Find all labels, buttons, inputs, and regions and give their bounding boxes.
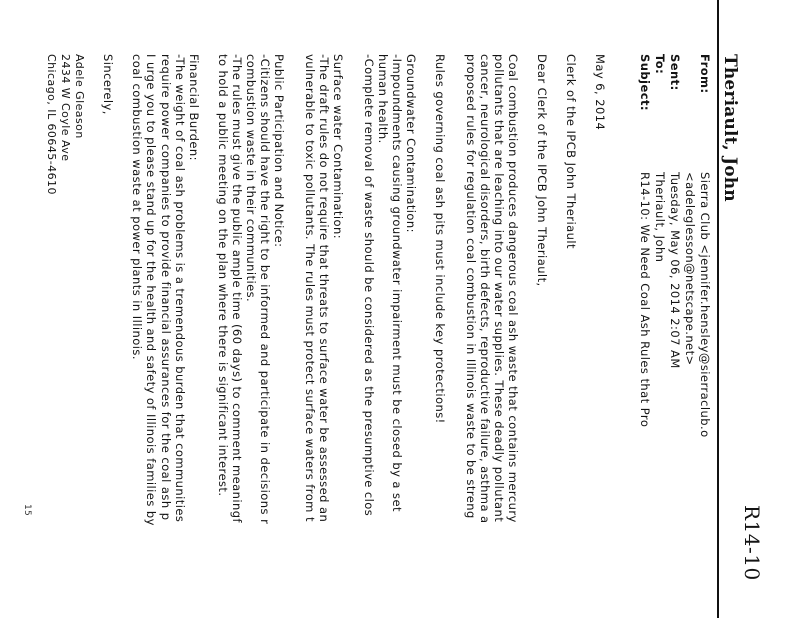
- intro-line: pollutants that are leaching into our water supplies. These deadly pollutant: [492, 54, 506, 523]
- subject-label: Subject:: [638, 54, 652, 111]
- document-number: R14-10: [740, 505, 764, 581]
- to-value: Theriault, John: [653, 172, 667, 263]
- from-value-email: <adeleglesson@netscape.net>: [683, 172, 697, 366]
- section-line: require power companies to provide financial assurances for the coal ash p: [159, 54, 173, 521]
- page-number: 15: [22, 504, 32, 517]
- groundwater-section: [362, 54, 418, 516]
- intro-line: proposed rules for regulation coal combustion in Illinois waste to be streng: [464, 54, 478, 519]
- section-heading: Groundwater Contamination:: [404, 54, 418, 233]
- subject-value: R14-10: We Need Coal Ash Rules that Pro: [638, 172, 652, 428]
- section-line: -The rules must give the public ample time (60 days) to comment meaningf: [230, 54, 244, 524]
- to-label: To:: [653, 54, 667, 75]
- section-line: -Citizens should have the right to be informed and participate in decisions r: [258, 54, 272, 525]
- from-label: From:: [698, 54, 712, 94]
- section-line: combustion waste in their communities.: [244, 54, 258, 303]
- section-line: -The draft rules do not require that threats to surface water be assessed an: [317, 54, 331, 523]
- participation-section: [216, 54, 286, 524]
- letter-date: May 6, 2014: [593, 54, 607, 131]
- letter-salutation: Dear Clerk of the IPCB John Theriault,: [535, 54, 549, 287]
- signer-name: Adele Gleason: [73, 54, 86, 139]
- title-rule: [717, 0, 719, 618]
- key-protections-line: Rules governing coal ash pits must include key protections!: [433, 54, 447, 424]
- from-value: Sierra Club <jennifer.hensley@sierraclub.o: [698, 172, 712, 438]
- closing-paragraph: [130, 54, 158, 526]
- closing-line: coal combustion waste at power plants in Illinois.: [130, 54, 144, 360]
- closing-line: I urge you to please stand up for the health and safety of Illinois families by: [144, 54, 158, 526]
- intro-line: Coal combustion produces dangerous coal ash waste that contains mercury: [506, 54, 520, 523]
- section-heading: Surface water Contamination:: [331, 54, 345, 240]
- signer-city: Chicago, IL 60645-4610: [45, 54, 58, 195]
- section-line: -Impoundments causing groundwater impairment must be closed by a set: [390, 54, 404, 512]
- intro-paragraph: [464, 54, 520, 524]
- section-heading: Public Participation and Notice:: [272, 54, 286, 248]
- signer-street: 2434 W Coyle Ave: [59, 54, 72, 162]
- section-line: vulnerable to toxic pollutants. The rules must protect surface waters from t: [303, 54, 317, 522]
- section-line: human health.: [376, 54, 390, 144]
- sent-value: Tuesday, May 06, 2014 2:07 AM: [668, 172, 682, 369]
- financial-section: [159, 54, 201, 522]
- section-line: -Complete removal of waste should be considered as the presumptive clos: [362, 54, 376, 517]
- sent-label: Sent:: [668, 54, 682, 91]
- signature-block: [44, 54, 86, 195]
- section-heading: Financial Burden:: [187, 54, 201, 161]
- letter-addressee: Clerk of the IPCB John Theriault: [564, 54, 578, 249]
- letter-signoff: Sincerely,: [101, 54, 115, 115]
- section-line: -The weight of coal ash problems is a tremendous burden that communities: [173, 54, 187, 523]
- section-line: to hold a public meeting on the plan where there is significant interest.: [216, 54, 230, 497]
- surface-water-section: [303, 54, 345, 522]
- page-title: Theriault, John: [720, 54, 740, 202]
- intro-line: cancer, neurological disorders, birth defects, reproductive failure, asthma a: [478, 54, 492, 524]
